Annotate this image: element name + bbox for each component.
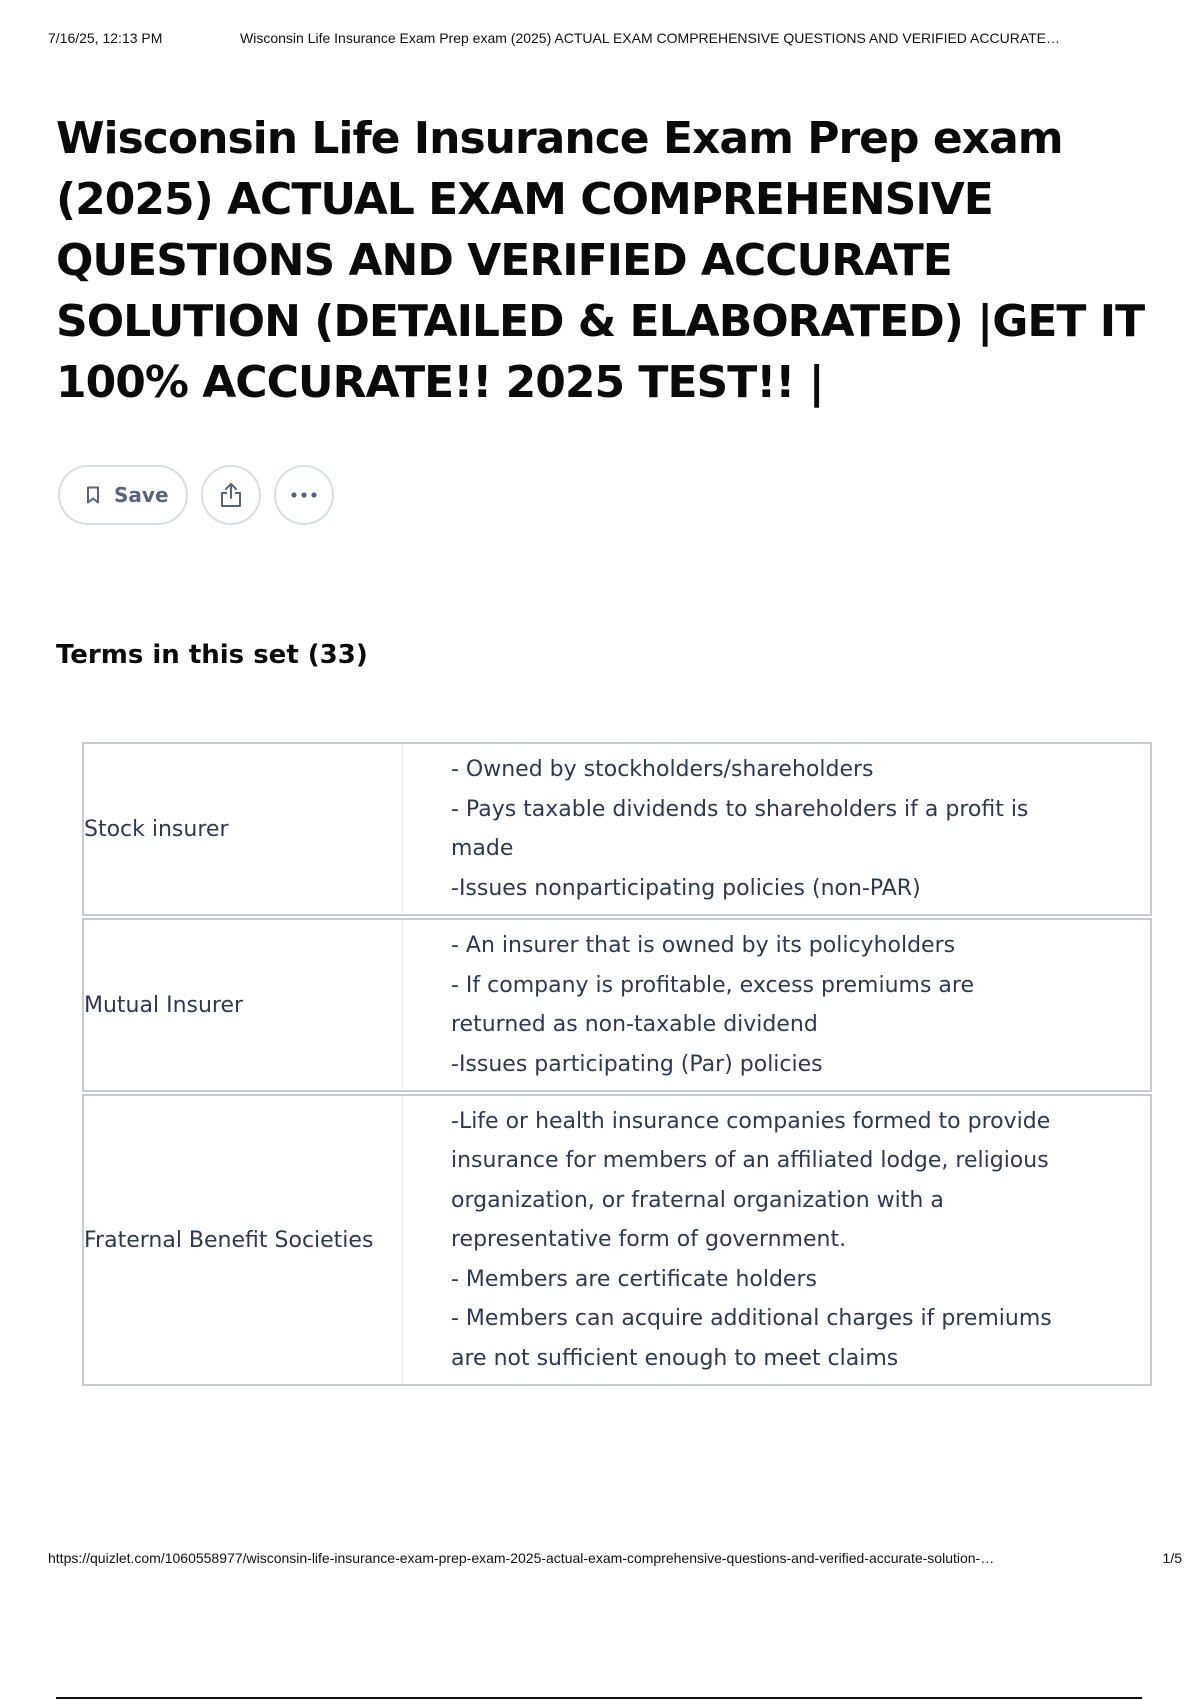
term-definition: -Life or health insurance companies formed to provide insurance for members of an affiliated lodge, religious organization, or fraternal organization with a representative form of government. - Members are certificate holders - Members can acquire additional charges if premiums are not sufficient enough to meet claims [451, 1108, 1052, 1371]
more-options-icon [291, 492, 317, 498]
more-options-button[interactable] [274, 465, 334, 525]
print-page-title: Wisconsin Life Insurance Exam Prep exam (2025) ACTUAL EXAM COMPREHENSIVE QUESTIONS AND VERIFIED ACCURATE… [240, 30, 1061, 46]
term-row[interactable] [82, 742, 1152, 916]
term-row[interactable] [82, 918, 1152, 1092]
print-footer [48, 1550, 1182, 1570]
bookmark-icon [86, 486, 100, 504]
print-header [48, 30, 1182, 50]
page-divider [56, 1697, 1142, 1699]
share-button[interactable] [201, 465, 261, 525]
page-number: 1/5 [1162, 1550, 1182, 1566]
print-date: 7/16/25, 12:13 PM [48, 30, 163, 46]
term-row[interactable] [82, 1094, 1152, 1386]
action-row [58, 465, 334, 525]
page-url: https://quizlet.com/1060558977/wisconsin-life-insurance-exam-prep-exam-2025-actual-exam-comprehensive-questions-and-verified-accurate-solution-… [48, 1550, 995, 1566]
share-icon [219, 482, 243, 508]
term-word: Fraternal Benefit Societies [84, 1096, 403, 1384]
term-word: Mutual Insurer [84, 920, 403, 1090]
term-word: Stock insurer [84, 744, 403, 914]
terms-heading: Terms in this set (33) [56, 640, 368, 670]
save-button[interactable] [58, 465, 188, 525]
term-definition: - Owned by stockholders/shareholders - Pays taxable dividends to shareholders if a profit is made -Issues nonparticipating policies (non-PAR) [451, 757, 1029, 901]
term-definition: - An insurer that is owned by its policyholders - If company is profitable, excess premiums are returned as non-taxable dividend -Issues participating (Par) policies [451, 933, 975, 1077]
save-button-label: Save [114, 483, 169, 507]
page-title: Wisconsin Life Insurance Exam Prep exam (2025) ACTUAL EXAM COMPREHENSIVE QUESTIONS AND VERIFIED ACCURATE SOLUTION (DETAILED & ELABORATED) |GET IT 100% ACCURATE!! 2025 TEST!! | [56, 113, 1145, 408]
terms-table [82, 742, 1152, 1386]
